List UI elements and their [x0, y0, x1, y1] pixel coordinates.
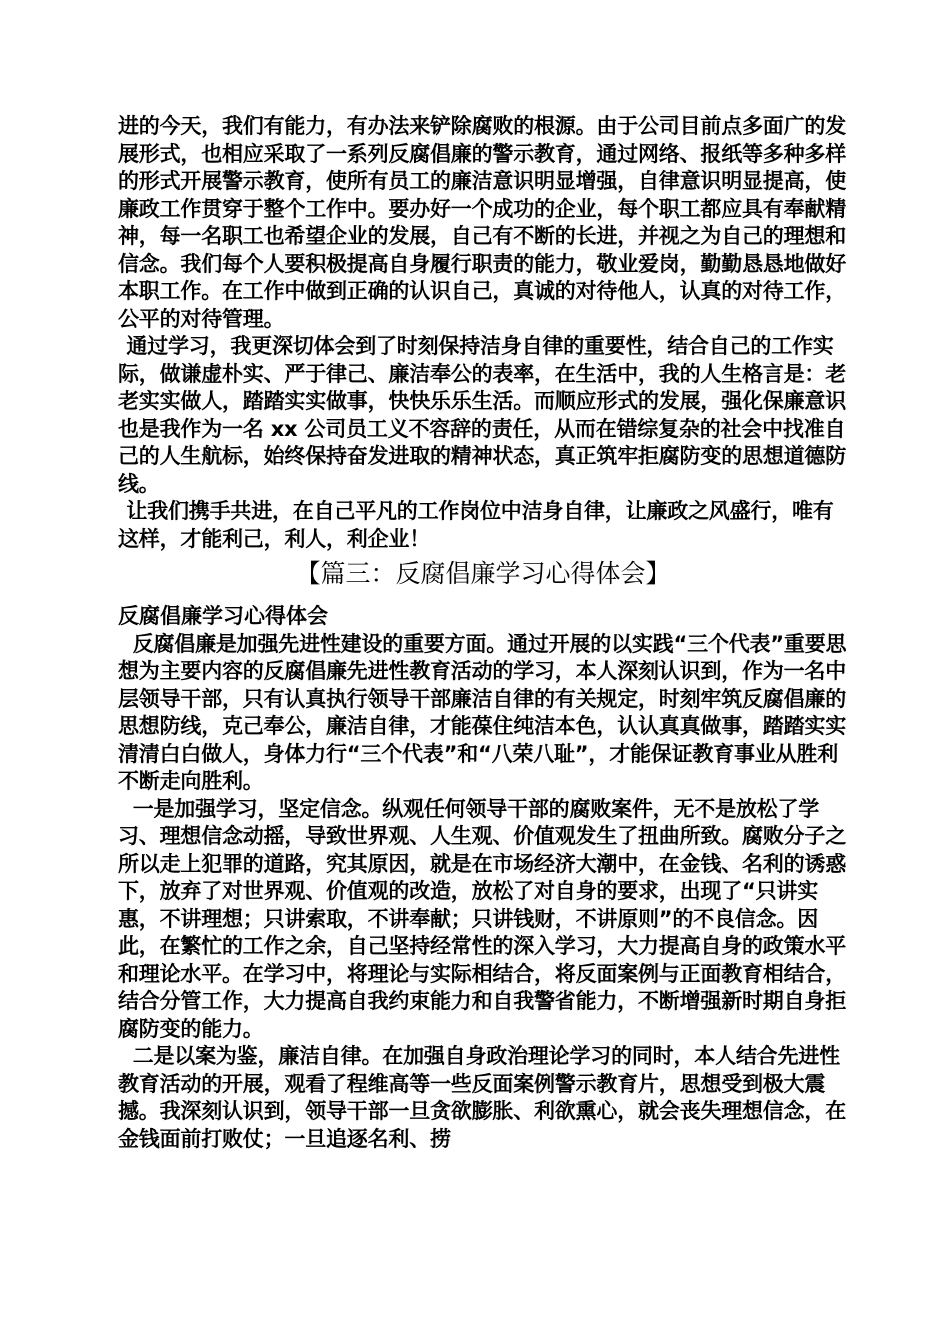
paragraph: 一是加强学习，坚定信念。纵观任何领导干部的腐败案件，无不是放松了学习、理想信念动摇，导致世界观、人生观、价值观发生了扭曲所致。腐败分子之所以走上犯罪的道路，究其原因，就是在市场经济大潮中，在金钱、名利的诱惑下，放弃了对世界观、价值观的改造，放松了对自身的要求，出现了“只讲实惠，不讲理想；只讲索取，不讲奉献；只讲钱财，不讲原则”的不良信念。因此，在繁忙的工作之余，自己坚持经常性的深入学习，大力提高自身的政策水平和理论水平。在学习中，将理论与实际相结合，将反面案例与正面教育相结合，结合分管工作，大力提高自我约束能力和自我警省能力，不断增强新时期自身拒腐防变的能力。 — [118, 796, 846, 1041]
paragraph: 信念。我们每个人要积极提高自身履行职责的能力，敬业爱岗，勤勤恳恳地做好本职工作。在工作中做到正确的认识自己，真诚的对待他人，认真的对待工作，公平的对待管理。 — [118, 251, 846, 331]
article-title: 反腐倡廉学习心得体会 — [118, 604, 328, 628]
paragraph: 反腐倡廉是加强先进性建设的重要方面。通过开展的以实践“三个代表”重要思想为主要内容的反腐倡廉先进性教育活动的学习，本人深刻认识到，作为一名中层领导干部，只有认真执行领导干部廉洁自律的有关规定，时刻牢筑反腐倡廉的思想防线，克己奉公，廉洁自律，才能葆住纯洁本色，认认真真做事，踏踏实实清清白白做人，身体力行“三个代表”和“八荣八耻”，才能保证教育事业从胜利不断走向胜利。 — [118, 631, 847, 793]
paragraph: 进的今天，我们有能力，有办法来铲除腐败的根源。由于公司目前点多面广的发展形式，也相应采取了一系列反腐倡廉的警示教育，通过网络、报纸等多种多样的形式开展警示教育，使所有员工的廉洁意识明显增强，自律意识明显提高，使廉政工作贯穿于整个工作中。要办好一个成功的企业，每个职工都应具有奉献精神，每一名职工也希望企业的发展，自己有不断的长进，并视之为自己的理想和 — [118, 114, 846, 248]
paragraph: 让我们携手共进，在自己平凡的工作岗位中洁身自律，让廉政之风盛行，唯有这样，才能利己，利人，利企业！ — [118, 499, 834, 551]
document-body — [118, 113, 848, 1153]
section-heading: 【篇三：反腐倡廉学习心得体会】 — [295, 559, 671, 588]
paragraph: 通过学习，我更深切体会到了时刻保持洁身自律的重要性，结合自己的工作实际，做谦虚朴实、严于律己、廉洁奉公的表率，在生活中，我的人生格言是：老老实实做人，踏踏实实做事，快快乐乐生活。而顺应形式的发展，强化保廉意识也是我作为一名 xx 公司员工义不容辞的责任，从而在错综复杂的社会中找准自己的人生航标，始终保持奋发进取的精神状态，真正筑牢拒腐防变的思想道德防线。 — [118, 334, 846, 496]
paragraph: 二是以案为鉴，廉洁自律。在加强自身政治理论学习的同时，本人结合先进性教育活动的开展，观看了程维高等一些反面案例警示教育片，思想受到极大震撼。我深刻认识到，领导干部一旦贪欲膨胀、利欲熏心，就会丧失理想信念，在金钱面前打败仗；一旦追逐名利、捞 — [118, 1044, 846, 1151]
